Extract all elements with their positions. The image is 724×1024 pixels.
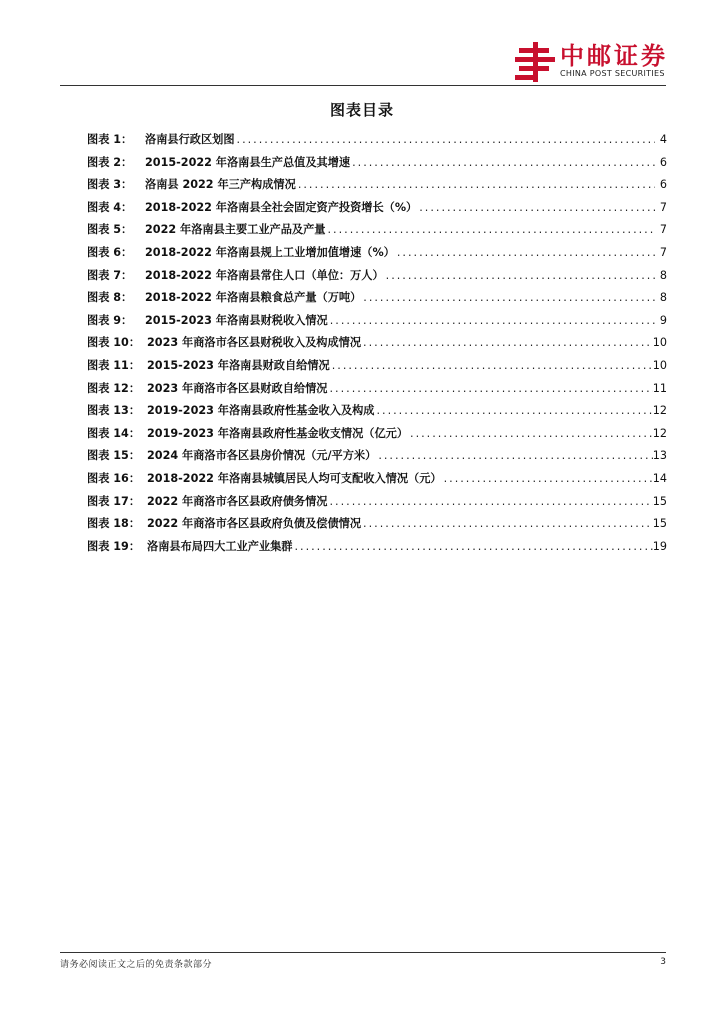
toc-entry[interactable]: [87, 176, 667, 199]
toc-dot-leader: [408, 427, 653, 440]
toc-entry-label: 图表 4：: [87, 200, 133, 214]
toc-entry-page: 6: [659, 178, 667, 192]
toc-entry-label: 图表 7：: [87, 268, 133, 282]
toc-entry-page: 8: [659, 268, 667, 282]
toc-entry-page: 14: [652, 471, 667, 485]
brand-name-cn: 中邮证券: [560, 42, 668, 70]
toc-entry-label: 图表 19：: [87, 539, 141, 553]
toc-entry[interactable]: [87, 154, 667, 177]
toc-entry-title: 洛南县 2022 年三产构成情况: [145, 178, 296, 192]
toc-entry-label: 图表 17：: [87, 494, 141, 508]
toc-entry-title: 2018-2022 年洛南县规上工业增加值增速（%）: [145, 245, 395, 259]
toc-entry-page: 12: [652, 426, 667, 440]
toc-dot-leader: [376, 449, 652, 462]
toc-entry-title: 2018-2022 年洛南县常住人口（单位：万人）: [145, 268, 384, 282]
toc-entry-page: 19: [652, 539, 667, 553]
toc-entry[interactable]: [87, 357, 667, 380]
toc-entry-title: 2024 年商洛市各区县房价情况（元/平方米）: [147, 449, 377, 463]
toc-dot-leader: [327, 495, 652, 508]
toc-entry-page: 7: [659, 245, 667, 259]
toc-entry-label: 图表 12：: [87, 381, 141, 395]
toc-dot-leader: [350, 156, 655, 169]
toc-dot-leader: [361, 291, 655, 304]
toc-entry-title: 洛南县行政区划图: [145, 133, 235, 146]
toc-entry-label: 图表 1：: [87, 133, 133, 146]
toc-entry-label: 图表 11：: [87, 358, 141, 372]
toc-entry-page: 8: [659, 291, 667, 305]
toc-entry-page: 12: [652, 404, 667, 418]
toc-entry-title: 2018-2022 年洛南县粮食总产量（万吨）: [145, 291, 362, 305]
toc-entry-title: 2022 年洛南县主要工业产品及产量: [145, 223, 326, 237]
toc-entry-page: 10: [652, 336, 667, 350]
toc-entry-label: 图表 6：: [87, 245, 133, 259]
toc-entry[interactable]: [87, 470, 667, 493]
toc-entry-title: 2023 年商洛市各区县财政自给情况: [147, 381, 328, 395]
toc-dot-leader: [395, 246, 655, 259]
footer-divider: [60, 952, 666, 953]
toc-entry[interactable]: [87, 199, 667, 222]
toc-entry[interactable]: [87, 425, 667, 448]
toc-entry[interactable]: [87, 402, 667, 425]
toc-entry-label: 图表 10：: [87, 336, 141, 350]
toc-entry-title: 2018-2022 年洛南县全社会固定资产投资增长（%）: [145, 200, 418, 214]
toc-entry[interactable]: [87, 334, 667, 357]
toc-entry-title: 洛南县布局四大工业产业集群: [147, 539, 293, 553]
toc-entry-label: 图表 14：: [87, 426, 141, 440]
toc-entry[interactable]: [87, 515, 667, 538]
toc-entry-page: 4: [659, 133, 667, 146]
toc-entry-title: 2018-2022 年洛南县城镇居民人均可支配收入情况（元）: [147, 471, 442, 485]
toc-entry[interactable]: [87, 312, 667, 335]
toc-entry[interactable]: [87, 380, 667, 403]
toc-title: 图表目录: [329, 101, 394, 119]
toc-entry-page: 10: [652, 358, 667, 372]
toc-entry-page: 11: [652, 381, 667, 395]
toc-dot-leader: [328, 314, 655, 327]
toc-entry-page: 9: [659, 313, 667, 327]
toc-entry-label: 图表 13：: [87, 404, 141, 418]
toc-entry[interactable]: [87, 244, 667, 267]
toc-entry-label: 图表 9：: [87, 313, 133, 327]
toc-entry-title: 2022 年商洛市各区县政府债务情况: [147, 494, 328, 508]
toc-dot-leader: [296, 178, 655, 191]
toc-entry[interactable]: [87, 493, 667, 516]
toc-entry-page: 13: [652, 449, 667, 463]
toc-entry-label: 图表 8：: [87, 291, 133, 305]
toc-dot-leader: [327, 382, 652, 395]
toc-dot-leader: [361, 517, 653, 530]
page-number: 3: [660, 957, 666, 967]
toc-entry-page: 6: [659, 155, 667, 169]
toc-entry-title: 2019-2023 年洛南县政府性基金收支情况（亿元）: [147, 426, 409, 440]
toc-entry[interactable]: [87, 538, 667, 561]
header-divider: [60, 85, 666, 86]
toc-entry-title: 2023 年商洛市各区县财税收入及构成情况: [147, 336, 362, 350]
toc-entry-label: 图表 3：: [87, 178, 133, 192]
toc-entry[interactable]: [87, 447, 667, 470]
disclaimer-note: 请务必阅读正文之后的免责条款部分: [60, 960, 213, 970]
toc-entry-label: 图表 15：: [87, 449, 141, 463]
toc-dot-leader: [374, 404, 652, 417]
toc-dot-leader: [442, 472, 653, 485]
toc-entry-title: 2015-2023 年洛南县财政自给情况: [147, 358, 330, 372]
toc-list: [87, 131, 667, 560]
toc-entry-title: 2015-2022 年洛南县生产总值及其增速: [145, 155, 351, 169]
toc-dot-leader: [292, 540, 652, 553]
toc-dot-leader: [361, 336, 653, 349]
toc-entry-title: 2015-2023 年洛南县财税收入情况: [145, 313, 328, 327]
toc-entry-label: 图表 18：: [87, 517, 141, 531]
brand-name-en: CHINA POST SECURITIES: [560, 69, 665, 78]
toc-entry-page: 7: [659, 200, 667, 214]
toc-dot-leader: [417, 201, 655, 214]
toc-entry-label: 图表 2：: [87, 155, 133, 169]
toc-entry[interactable]: [87, 131, 667, 154]
toc-entry[interactable]: [87, 221, 667, 244]
toc-entry-label: 图表 5：: [87, 223, 133, 237]
toc-entry-title: 2019-2023 年洛南县政府性基金收入及构成: [147, 404, 375, 418]
toc-entry-label: 图表 16：: [87, 471, 141, 485]
toc-dot-leader: [325, 223, 655, 236]
toc-entry[interactable]: [87, 289, 667, 312]
toc-dot-leader: [235, 133, 655, 146]
toc-dot-leader: [330, 359, 653, 372]
brand-logo: [513, 40, 673, 84]
toc-dot-leader: [384, 269, 655, 282]
toc-entry[interactable]: [87, 267, 667, 290]
toc-entry-title: 2022 年商洛市各区县政府负债及偿债情况: [147, 517, 362, 531]
toc-entry-page: 15: [652, 494, 667, 508]
toc-entry-page: 15: [652, 517, 667, 531]
toc-entry-page: 7: [659, 223, 667, 237]
china-post-logo-icon: [513, 40, 557, 84]
